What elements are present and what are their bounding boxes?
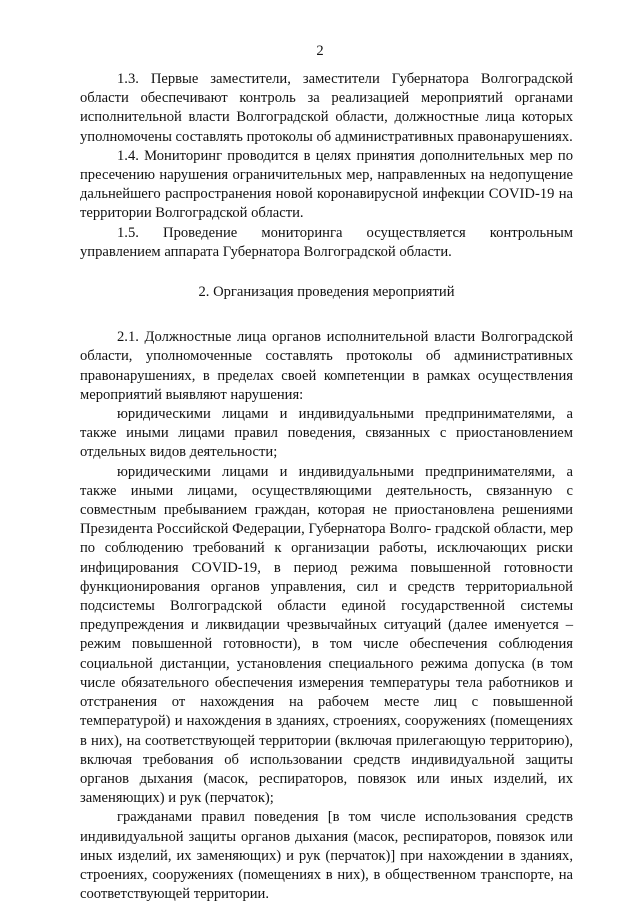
paragraph-1-3: 1.3. Первые заместители, заместители Губернатора Волгоградской области обеспечивают контроль за реализацией мероприятий органами исполнительной власти Волгоградской области, должностные лица которых уполномочены составлять протоколы об административных правонарушениях.	[80, 71, 573, 145]
paragraph-2-1: 2.1. Должностные лица органов исполнительной власти Волгоградской области, уполномоченные составлять протоколы об административных правонарушениях, в пределах своей компетенции в рамках осуществления мероприятий выявляют нарушения:	[80, 329, 573, 403]
paragraph-violations-citizens: гражданами правил поведения [в том числе использования средств индивидуальной защиты органов дыхания (масок, респираторов, повязок или иных изделий, их заменяющих) и рук (перчаток)] при нахождении в зданиях, строениях, сооружениях (помещениях в них), в общественном транспорте, на соответствующей территории.	[80, 809, 573, 903]
paragraph-1-4: 1.4. Мониторинг проводится в целях принятия дополнительных мер по пресечению нарушения ограничительных мер, направленных на недопущение дальнейшего распространения новой коронавирусной инфекции COVID-19 на территории Волгоградской области.	[80, 147, 573, 222]
paragraph-1-5: 1.5. Проведение мониторинга осуществляется контрольным управлением аппарата Губернатора Волгоградской области.	[80, 224, 573, 260]
page-number: 2	[316, 43, 324, 59]
document-body	[80, 70, 573, 904]
section-heading: 2. Организация проведения мероприятий	[198, 284, 455, 301]
paragraph-violations-activities: юридическими лицами и индивидуальными предпринимателями, а также иными лицами, осуществляющими деятельность, связанную с совместным пребыванием граждан, которая не приостановлена решениями Президента Российской Федерации, Губернатора Волго- градской области, мер по соблюдению требований к организации работы, исключающих риски инфицирования COVID-19, в период режима повышенной готовности функционирования органов управления, сил и средств территориальной подсистемы Волгоградской области единой государственной системы предупреждения и ликвидации чрезвычайных ситуаций (далее именуется – режим повышенной готовности), в том числе обеспечения соблюдения социальной дистанции, установления специального режима допуска (в том числе обязательного обеспечения измерения температуры тела работников и отстранения от нахождения на рабочем месте лиц с повышенной температурой) и нахождения в зданиях, строениях, сооружениях (помещениях в них), на соответствующей территории (включая прилегающую территорию), включая требования об использовании средств индивидуальной защиты органов дыхания (масок, респираторов, повязок или иных изделий, их заменяющих) и рук (перчаток);	[80, 463, 573, 807]
paragraph-violations-legal-entities: юридическими лицами и индивидуальными предпринимателями, а также иными лицами правил поведения, связанных с приостановлением отдельных видов деятельности;	[80, 406, 573, 461]
